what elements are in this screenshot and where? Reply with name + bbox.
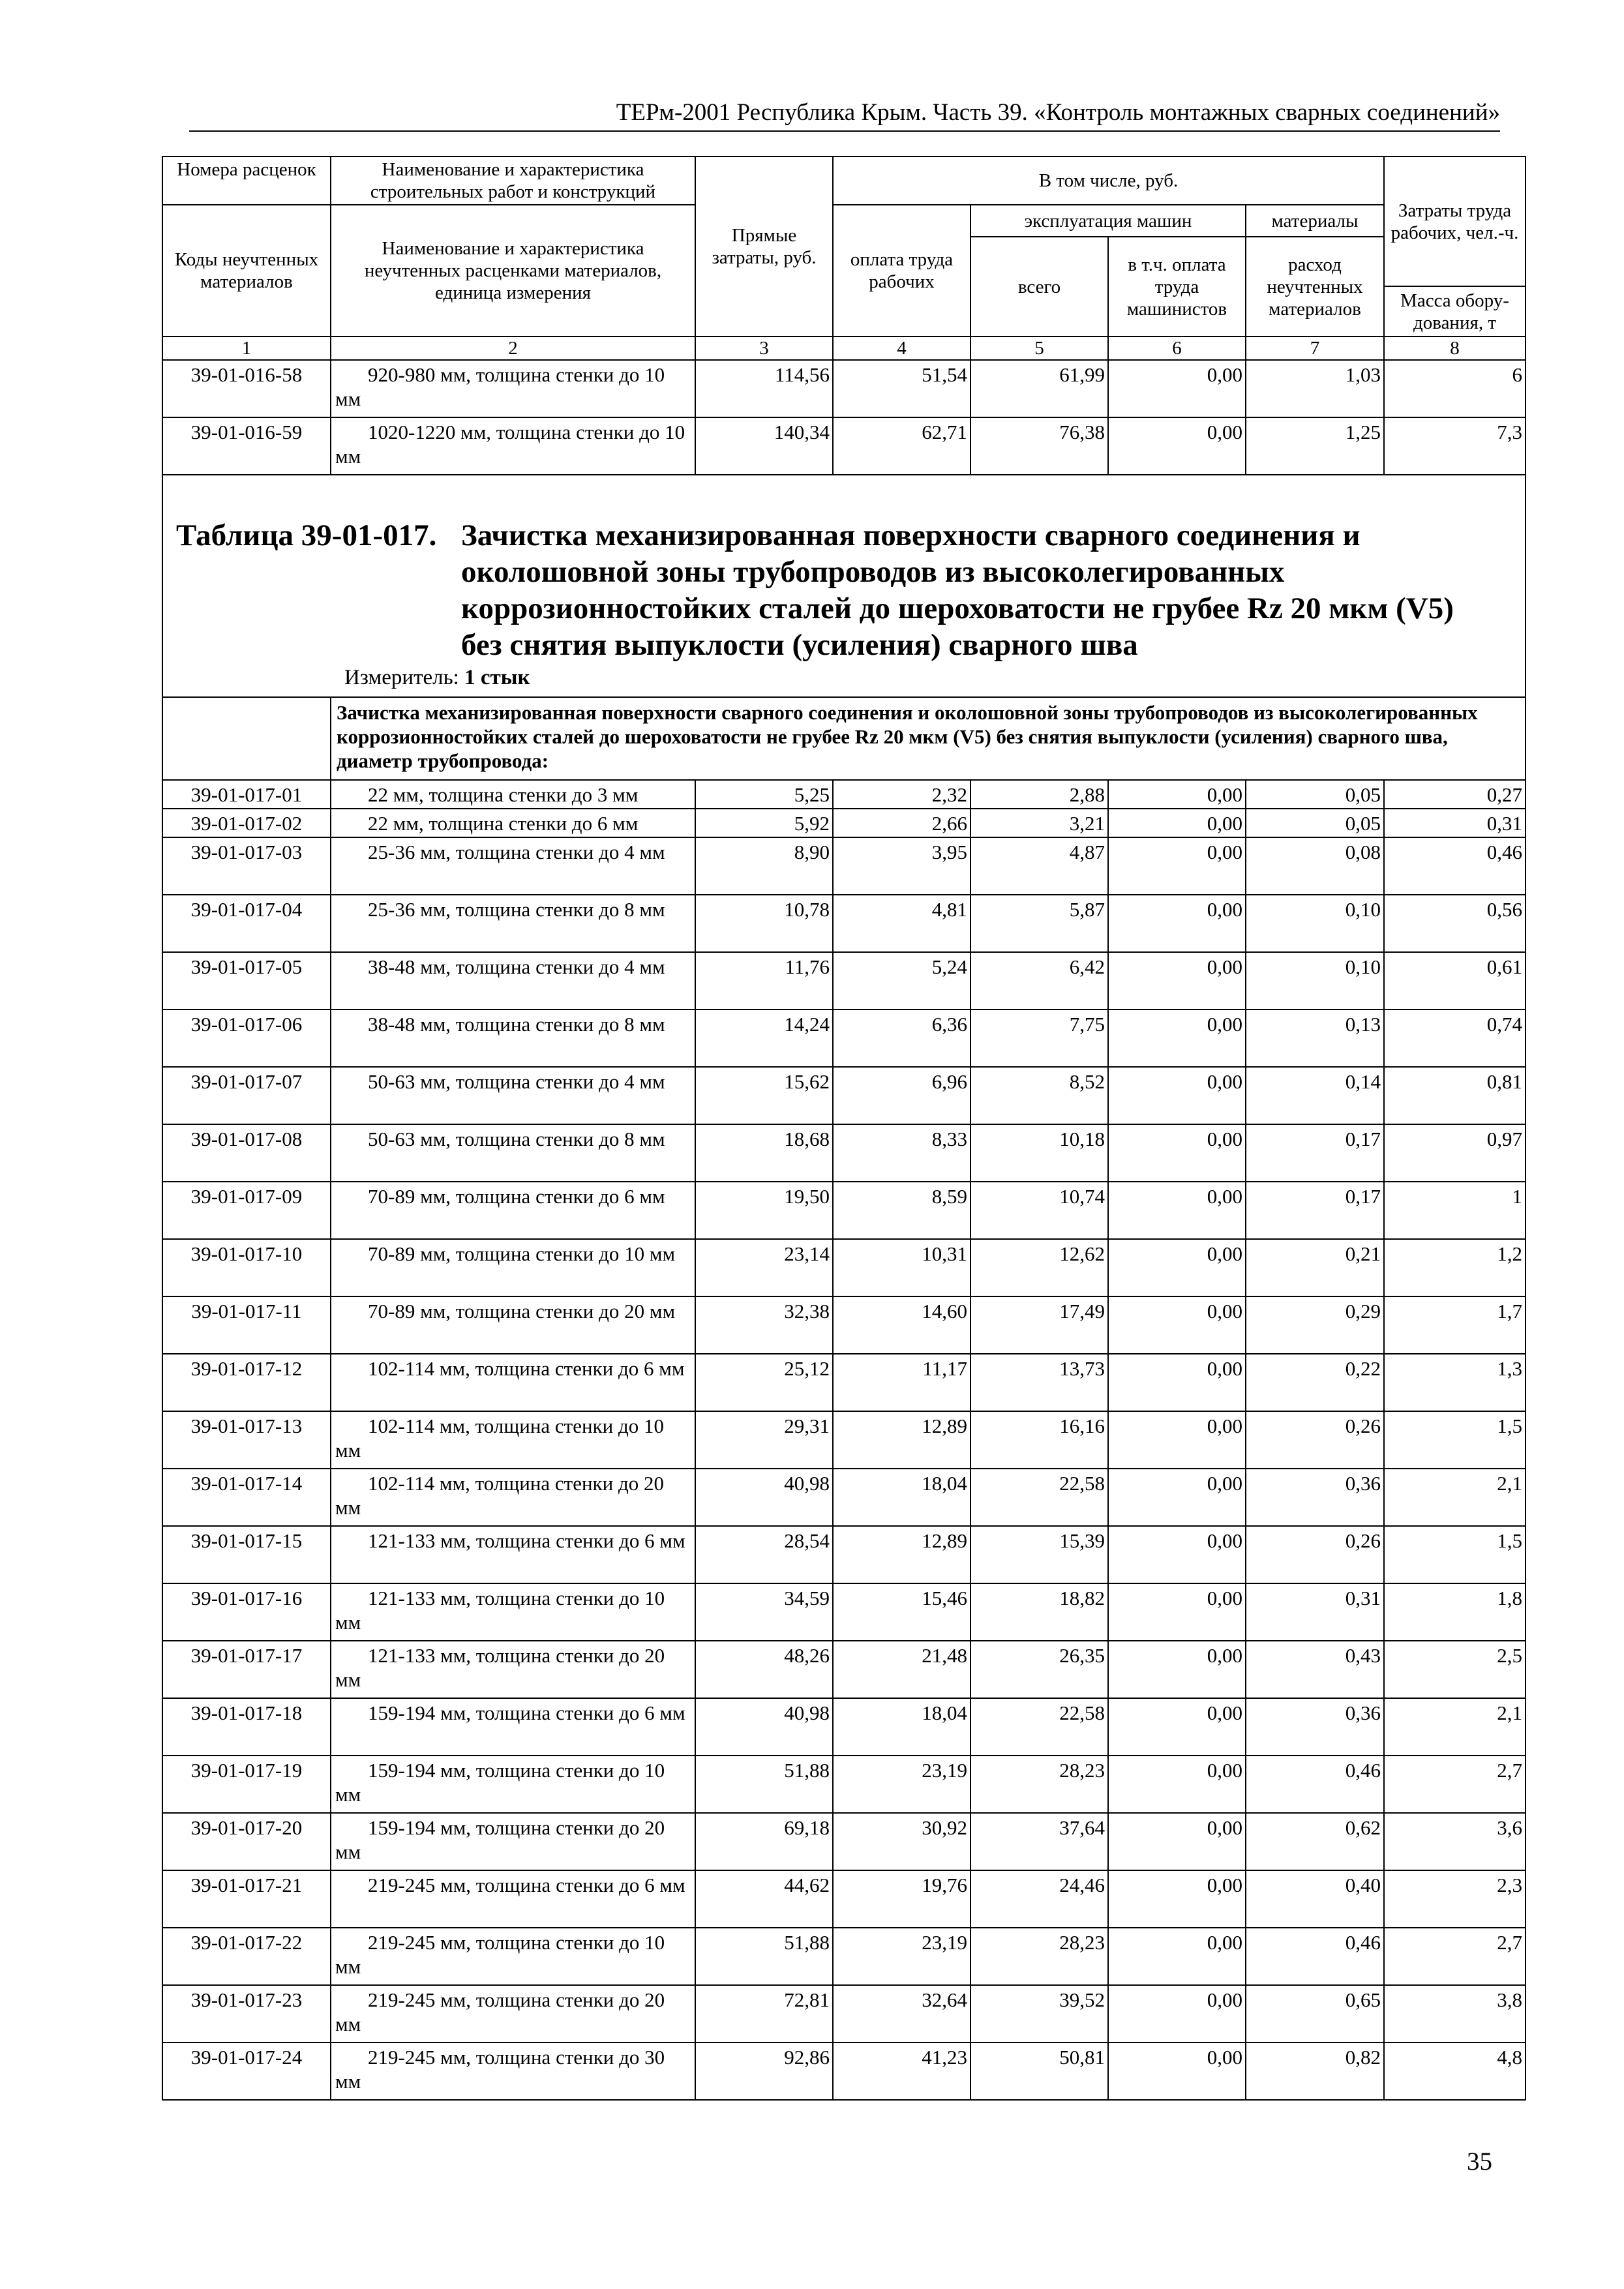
rate-value: 41,23 <box>833 2042 970 2100</box>
rate-value: 24,46 <box>970 1870 1108 1928</box>
rate-value: 92,86 <box>695 2042 833 2100</box>
rate-value: 51,88 <box>695 1756 833 1813</box>
rate-value: 6,96 <box>833 1067 970 1124</box>
col-machines-total-header: всего <box>970 237 1108 337</box>
rate-code: 39-01-017-16 <box>162 1583 331 1641</box>
rate-value: 0,00 <box>1108 1411 1246 1469</box>
rate-value: 23,14 <box>695 1239 833 1296</box>
table-row <box>162 1928 1526 1985</box>
rate-value: 0,13 <box>1246 1010 1384 1067</box>
rate-code: 39-01-017-08 <box>162 1124 331 1182</box>
rate-value: 40,98 <box>695 1698 833 1756</box>
rate-value: 28,23 <box>970 1928 1108 1985</box>
table-row <box>162 1583 1526 1641</box>
rate-value: 23,19 <box>833 1756 970 1813</box>
rate-value: 26,35 <box>970 1641 1108 1698</box>
table-row <box>162 1067 1526 1124</box>
rate-value: 1 <box>1384 1182 1526 1239</box>
rate-value: 29,31 <box>695 1411 833 1469</box>
rate-value: 32,64 <box>833 1985 970 2042</box>
rate-value: 5,25 <box>695 780 833 809</box>
rate-value: 0,00 <box>1108 1067 1246 1124</box>
col-labor-cost-header: Затраты труда рабочих, чел.-ч. <box>1384 157 1526 286</box>
table-row <box>162 1354 1526 1411</box>
rate-value: 14,60 <box>833 1296 970 1354</box>
rate-name: 159-194 мм, толщина стенки до 6 мм <box>331 1698 695 1756</box>
rate-value: 0,00 <box>1108 1124 1246 1182</box>
rate-value: 0,74 <box>1384 1010 1526 1067</box>
rate-value: 51,88 <box>695 1928 833 1985</box>
rate-code: 39-01-017-12 <box>162 1354 331 1411</box>
table-title-line: околошовной зоны трубопроводов из высоколегированных коррозионностойких сталей до шероховатости не грубее Rz 20 мкм (V5) без снятия выпуклости (усиления) сварного шва <box>461 555 1454 662</box>
rate-value: 34,59 <box>695 1583 833 1641</box>
col-materials-name-header: Наименование и характеристика неучтенных расценками материалов, единица измерения <box>331 205 695 337</box>
rate-value: 0,00 <box>1108 1583 1246 1641</box>
rate-value: 0,46 <box>1384 837 1526 895</box>
rate-name: 22 мм, толщина стенки до 3 мм <box>331 780 695 809</box>
rate-code: 39-01-017-11 <box>162 1296 331 1354</box>
rate-value: 18,68 <box>695 1124 833 1182</box>
rate-code: 39-01-017-06 <box>162 1010 331 1067</box>
table-title <box>176 517 1507 662</box>
rate-value: 0,10 <box>1246 952 1384 1010</box>
rate-value: 0,00 <box>1108 952 1246 1010</box>
rate-value: 2,7 <box>1384 1928 1526 1985</box>
rate-value: 5,92 <box>695 809 833 837</box>
rate-value: 0,31 <box>1384 809 1526 837</box>
table-row <box>162 1641 1526 1698</box>
rate-code: 39-01-017-15 <box>162 1526 331 1583</box>
rate-name: 70-89 мм, толщина стенки до 6 мм <box>331 1182 695 1239</box>
rate-code: 39-01-017-22 <box>162 1928 331 1985</box>
rate-value: 69,18 <box>695 1813 833 1870</box>
rate-name: 38-48 мм, толщина стенки до 8 мм <box>331 1010 695 1067</box>
rate-name: 50-63 мм, толщина стенки до 8 мм <box>331 1124 695 1182</box>
rate-value: 16,16 <box>970 1411 1108 1469</box>
rate-value: 0,22 <box>1246 1354 1384 1411</box>
rate-name: 121-133 мм, толщина стенки до 6 мм <box>331 1526 695 1583</box>
machines-header: эксплуатация машин <box>970 205 1246 237</box>
rate-value: 0,43 <box>1246 1641 1384 1698</box>
rate-code: 39-01-016-59 <box>162 417 331 475</box>
rate-name: 219-245 мм, толщина стенки до 6 мм <box>331 1870 695 1928</box>
rate-name: 70-89 мм, толщина стенки до 20 мм <box>331 1296 695 1354</box>
rate-value: 0,36 <box>1246 1469 1384 1526</box>
rate-value: 28,23 <box>970 1756 1108 1813</box>
table-title-text <box>461 517 1466 663</box>
rate-value: 15,62 <box>695 1067 833 1124</box>
rate-value: 0,65 <box>1246 1985 1384 2042</box>
rate-value: 0,56 <box>1384 895 1526 952</box>
rate-value: 0,00 <box>1108 1469 1246 1526</box>
rate-value: 18,04 <box>833 1469 970 1526</box>
rate-name: 25-36 мм, толщина стенки до 4 мм <box>331 837 695 895</box>
rate-name: 121-133 мм, толщина стенки до 20 мм <box>331 1641 695 1698</box>
rate-name: 159-194 мм, толщина стенки до 10 мм <box>331 1756 695 1813</box>
rate-value: 1,03 <box>1246 360 1384 417</box>
col-number: 2 <box>331 337 695 360</box>
rate-code: 39-01-016-58 <box>162 360 331 417</box>
rate-value: 0,26 <box>1246 1526 1384 1583</box>
rate-value: 0,14 <box>1246 1067 1384 1124</box>
measure-value: 1 стык <box>464 666 530 689</box>
rate-value: 62,71 <box>833 417 970 475</box>
rate-code: 39-01-017-09 <box>162 1182 331 1239</box>
rate-value: 14,24 <box>695 1010 833 1067</box>
section-title-row <box>162 475 1526 697</box>
rate-value: 0,97 <box>1384 1124 1526 1182</box>
rate-name: 22 мм, толщина стенки до 6 мм <box>331 809 695 837</box>
rate-value: 8,52 <box>970 1067 1108 1124</box>
rate-value: 30,92 <box>833 1813 970 1870</box>
rate-value: 0,00 <box>1108 1239 1246 1296</box>
section-title-block <box>163 475 1525 696</box>
rate-value: 8,90 <box>695 837 833 895</box>
rate-value: 21,48 <box>833 1641 970 1698</box>
table-row <box>162 1985 1526 2042</box>
rate-code: 39-01-017-05 <box>162 952 331 1010</box>
rate-value: 0,46 <box>1246 1928 1384 1985</box>
col-number: 7 <box>1246 337 1384 360</box>
measure-unit <box>344 665 530 691</box>
rate-value: 0,81 <box>1384 1067 1526 1124</box>
page-number: 35 <box>1467 2147 1492 2176</box>
rate-value: 6,42 <box>970 952 1108 1010</box>
rate-value: 10,78 <box>695 895 833 952</box>
rate-value: 3,8 <box>1384 1985 1526 2042</box>
rate-value: 22,58 <box>970 1469 1108 1526</box>
rate-value: 2,66 <box>833 809 970 837</box>
col-materials-use-header: расход неучтенных материалов <box>1246 237 1384 337</box>
rate-value: 5,87 <box>970 895 1108 952</box>
rate-value: 0,17 <box>1246 1124 1384 1182</box>
rate-name: 25-36 мм, толщина стенки до 8 мм <box>331 895 695 952</box>
rate-code: 39-01-017-18 <box>162 1698 331 1756</box>
rate-code: 39-01-017-10 <box>162 1239 331 1296</box>
rate-value: 19,50 <box>695 1182 833 1239</box>
section-title-cell <box>162 475 1526 697</box>
rate-value: 10,18 <box>970 1124 1108 1182</box>
rate-name: 38-48 мм, толщина стенки до 4 мм <box>331 952 695 1010</box>
rate-value: 0,00 <box>1108 1928 1246 1985</box>
rate-value: 0,00 <box>1108 1354 1246 1411</box>
col-number: 3 <box>695 337 833 360</box>
rate-value: 0,82 <box>1246 2042 1384 2100</box>
group-title: Зачистка механизированная поверхности сварного соединения и околошовной зоны трубопроводов из высоколегированных коррозионностойких сталей до шероховатости не грубее Rz 20 мкм (V5) без снятия выпуклости (усиления) сварного шва, диаметр трубопровода: <box>331 697 1526 780</box>
rate-value: 61,99 <box>970 360 1108 417</box>
table-row <box>162 837 1526 895</box>
rate-value: 2,3 <box>1384 1870 1526 1928</box>
rate-value: 8,33 <box>833 1124 970 1182</box>
rate-value: 0,29 <box>1246 1296 1384 1354</box>
table-row <box>162 1411 1526 1469</box>
rate-code: 39-01-017-17 <box>162 1641 331 1698</box>
rate-value: 11,17 <box>833 1354 970 1411</box>
running-header: ТЕРм-2001 Республика Крым. Часть 39. «Контроль монтажных сварных соединений» <box>616 99 1500 126</box>
rate-code: 39-01-017-14 <box>162 1469 331 1526</box>
col-rate-numbers-header: Номера расценок <box>162 157 331 205</box>
col-labor-pay-header: оплата труда рабочих <box>833 205 970 337</box>
table-title-line: Зачистка механизированная поверхности сварного соединения и <box>461 518 1361 552</box>
rate-name: 121-133 мм, толщина стенки до 10 мм <box>331 1583 695 1641</box>
rate-value: 2,1 <box>1384 1698 1526 1756</box>
table-row <box>162 360 1526 417</box>
rate-value: 0,17 <box>1246 1182 1384 1239</box>
rate-value: 18,82 <box>970 1583 1108 1641</box>
rate-value: 0,00 <box>1108 1985 1246 2042</box>
col-direct-costs-header: Прямые затраты, руб. <box>695 157 833 337</box>
rate-value: 0,00 <box>1108 1698 1246 1756</box>
rate-value: 0,00 <box>1108 417 1246 475</box>
rate-value: 0,00 <box>1108 2042 1246 2100</box>
col-number: 6 <box>1108 337 1246 360</box>
rate-value: 2,32 <box>833 780 970 809</box>
rate-value: 12,62 <box>970 1239 1108 1296</box>
rate-value: 12,89 <box>833 1411 970 1469</box>
rate-value: 0,00 <box>1108 780 1246 809</box>
rate-code: 39-01-017-24 <box>162 2042 331 2100</box>
rate-name: 219-245 мм, толщина стенки до 10 мм <box>331 1928 695 1985</box>
rate-name: 159-194 мм, толщина стенки до 20 мм <box>331 1813 695 1870</box>
rate-value: 1,5 <box>1384 1526 1526 1583</box>
rate-name: 70-89 мм, толщина стенки до 10 мм <box>331 1239 695 1296</box>
table-row <box>162 780 1526 809</box>
rate-code: 39-01-017-03 <box>162 837 331 895</box>
table-row <box>162 1526 1526 1583</box>
rate-value: 0,46 <box>1246 1756 1384 1813</box>
rate-value: 19,76 <box>833 1870 970 1928</box>
table-title-number: Таблица 39-01-017. <box>176 518 437 552</box>
rate-value: 25,12 <box>695 1354 833 1411</box>
rate-code: 39-01-017-07 <box>162 1067 331 1124</box>
col-number: 4 <box>833 337 970 360</box>
table-row <box>162 895 1526 952</box>
rate-code: 39-01-017-02 <box>162 809 331 837</box>
col-number: 5 <box>970 337 1108 360</box>
table-row <box>162 417 1526 475</box>
rate-value: 0,00 <box>1108 1756 1246 1813</box>
rate-value: 0,00 <box>1108 837 1246 895</box>
rate-value: 1,8 <box>1384 1583 1526 1641</box>
rate-value: 3,21 <box>970 809 1108 837</box>
rate-value: 0,10 <box>1246 895 1384 952</box>
rate-name: 219-245 мм, толщина стенки до 20 мм <box>331 1985 695 2042</box>
group-empty-cell <box>162 697 331 780</box>
table-row <box>162 1756 1526 1813</box>
rate-value: 0,61 <box>1384 952 1526 1010</box>
header-rule <box>189 130 1500 132</box>
rate-value: 0,00 <box>1108 360 1246 417</box>
rates-table <box>162 156 1526 2101</box>
rate-value: 0,31 <box>1246 1583 1384 1641</box>
col-number: 8 <box>1384 337 1526 360</box>
rate-value: 7,3 <box>1384 417 1526 475</box>
rate-value: 2,7 <box>1384 1756 1526 1813</box>
rate-value: 1,7 <box>1384 1296 1526 1354</box>
rate-value: 1,5 <box>1384 1411 1526 1469</box>
rate-value: 0,00 <box>1108 1641 1246 1698</box>
rate-value: 0,21 <box>1246 1239 1384 1296</box>
col-works-name-header: Наименование и характеристика строительных работ и конструкций <box>331 157 695 205</box>
rate-value: 2,5 <box>1384 1641 1526 1698</box>
materials-header: материалы <box>1246 205 1384 237</box>
rate-value: 1,25 <box>1246 417 1384 475</box>
measure-label: Измеритель: <box>344 666 459 689</box>
rate-value: 0,27 <box>1384 780 1526 809</box>
table-row <box>162 2042 1526 2100</box>
rate-value: 0,00 <box>1108 1870 1246 1928</box>
rate-value: 6,36 <box>833 1010 970 1067</box>
rate-value: 17,49 <box>970 1296 1108 1354</box>
rate-value: 4,81 <box>833 895 970 952</box>
rate-name: 50-63 мм, толщина стенки до 4 мм <box>331 1067 695 1124</box>
rate-value: 3,6 <box>1384 1813 1526 1870</box>
rate-value: 7,75 <box>970 1010 1108 1067</box>
rate-value: 2,88 <box>970 780 1108 809</box>
rate-value: 6 <box>1384 360 1526 417</box>
rate-code: 39-01-017-20 <box>162 1813 331 1870</box>
rate-value: 2,1 <box>1384 1469 1526 1526</box>
incl-header: В том числе, руб. <box>833 157 1384 205</box>
col-machinists-pay-header: в т.ч. оплата труда машинистов <box>1108 237 1246 337</box>
rate-name: 920-980 мм, толщина стенки до 10 мм <box>331 360 695 417</box>
rate-value: 28,54 <box>695 1526 833 1583</box>
table-row <box>162 1182 1526 1239</box>
table-row <box>162 1296 1526 1354</box>
rate-value: 37,64 <box>970 1813 1108 1870</box>
rate-value: 13,73 <box>970 1354 1108 1411</box>
rate-value: 0,00 <box>1108 1526 1246 1583</box>
table-row <box>162 1010 1526 1067</box>
table-row <box>162 952 1526 1010</box>
rate-value: 0,08 <box>1246 837 1384 895</box>
rate-value: 0,05 <box>1246 780 1384 809</box>
rate-code: 39-01-017-04 <box>162 895 331 952</box>
group-row <box>162 697 1526 780</box>
rate-value: 11,76 <box>695 952 833 1010</box>
rate-value: 1,3 <box>1384 1354 1526 1411</box>
rate-value: 48,26 <box>695 1641 833 1698</box>
table-row <box>162 1698 1526 1756</box>
rate-value: 0,26 <box>1246 1411 1384 1469</box>
table-row <box>162 1469 1526 1526</box>
rate-value: 114,56 <box>695 360 833 417</box>
rate-name: 219-245 мм, толщина стенки до 30 мм <box>331 2042 695 2100</box>
rate-code: 39-01-017-21 <box>162 1870 331 1928</box>
rate-value: 22,58 <box>970 1698 1108 1756</box>
rate-value: 4,8 <box>1384 2042 1526 2100</box>
rate-name: 102-114 мм, толщина стенки до 20 мм <box>331 1469 695 1526</box>
table-row <box>162 809 1526 837</box>
rate-value: 0,05 <box>1246 809 1384 837</box>
rate-value: 0,00 <box>1108 1296 1246 1354</box>
table-row <box>162 1870 1526 1928</box>
rate-code: 39-01-017-13 <box>162 1411 331 1469</box>
rate-value: 0,00 <box>1108 1813 1246 1870</box>
rate-value: 0,00 <box>1108 895 1246 952</box>
rate-value: 76,38 <box>970 417 1108 475</box>
rate-value: 3,95 <box>833 837 970 895</box>
rate-value: 0,00 <box>1108 1010 1246 1067</box>
rate-value: 0,36 <box>1246 1698 1384 1756</box>
rate-name: 102-114 мм, толщина стенки до 10 мм <box>331 1411 695 1469</box>
rate-code: 39-01-017-19 <box>162 1756 331 1813</box>
rate-value: 32,38 <box>695 1296 833 1354</box>
rate-value: 0,62 <box>1246 1813 1384 1870</box>
rate-value: 18,04 <box>833 1698 970 1756</box>
rate-name: 102-114 мм, толщина стенки до 6 мм <box>331 1354 695 1411</box>
rate-value: 15,46 <box>833 1583 970 1641</box>
rate-value: 10,31 <box>833 1239 970 1296</box>
col-equipment-mass-header: Масса обору-дования, т <box>1384 286 1526 337</box>
rate-value: 12,89 <box>833 1526 970 1583</box>
rate-value: 4,87 <box>970 837 1108 895</box>
rate-value: 39,52 <box>970 1985 1108 2042</box>
rate-value: 23,19 <box>833 1928 970 1985</box>
rate-value: 0,00 <box>1108 1182 1246 1239</box>
rate-value: 0,40 <box>1246 1870 1384 1928</box>
table-row <box>162 1813 1526 1870</box>
rate-value: 50,81 <box>970 2042 1108 2100</box>
rate-value: 1,2 <box>1384 1239 1526 1296</box>
rate-value: 10,74 <box>970 1182 1108 1239</box>
rate-code: 39-01-017-23 <box>162 1985 331 2042</box>
table-row <box>162 1239 1526 1296</box>
rate-code: 39-01-017-01 <box>162 780 331 809</box>
col-material-codes-header: Коды неучтенных материалов <box>162 205 331 337</box>
rate-value: 0,00 <box>1108 809 1246 837</box>
rate-value: 5,24 <box>833 952 970 1010</box>
rate-value: 8,59 <box>833 1182 970 1239</box>
table-row <box>162 1124 1526 1182</box>
rate-value: 40,98 <box>695 1469 833 1526</box>
rate-value: 72,81 <box>695 1985 833 2042</box>
rate-value: 15,39 <box>970 1526 1108 1583</box>
rate-value: 51,54 <box>833 360 970 417</box>
rate-value: 44,62 <box>695 1870 833 1928</box>
col-number: 1 <box>162 337 331 360</box>
rate-value: 140,34 <box>695 417 833 475</box>
rate-name: 1020-1220 мм, толщина стенки до 10 мм <box>331 417 695 475</box>
